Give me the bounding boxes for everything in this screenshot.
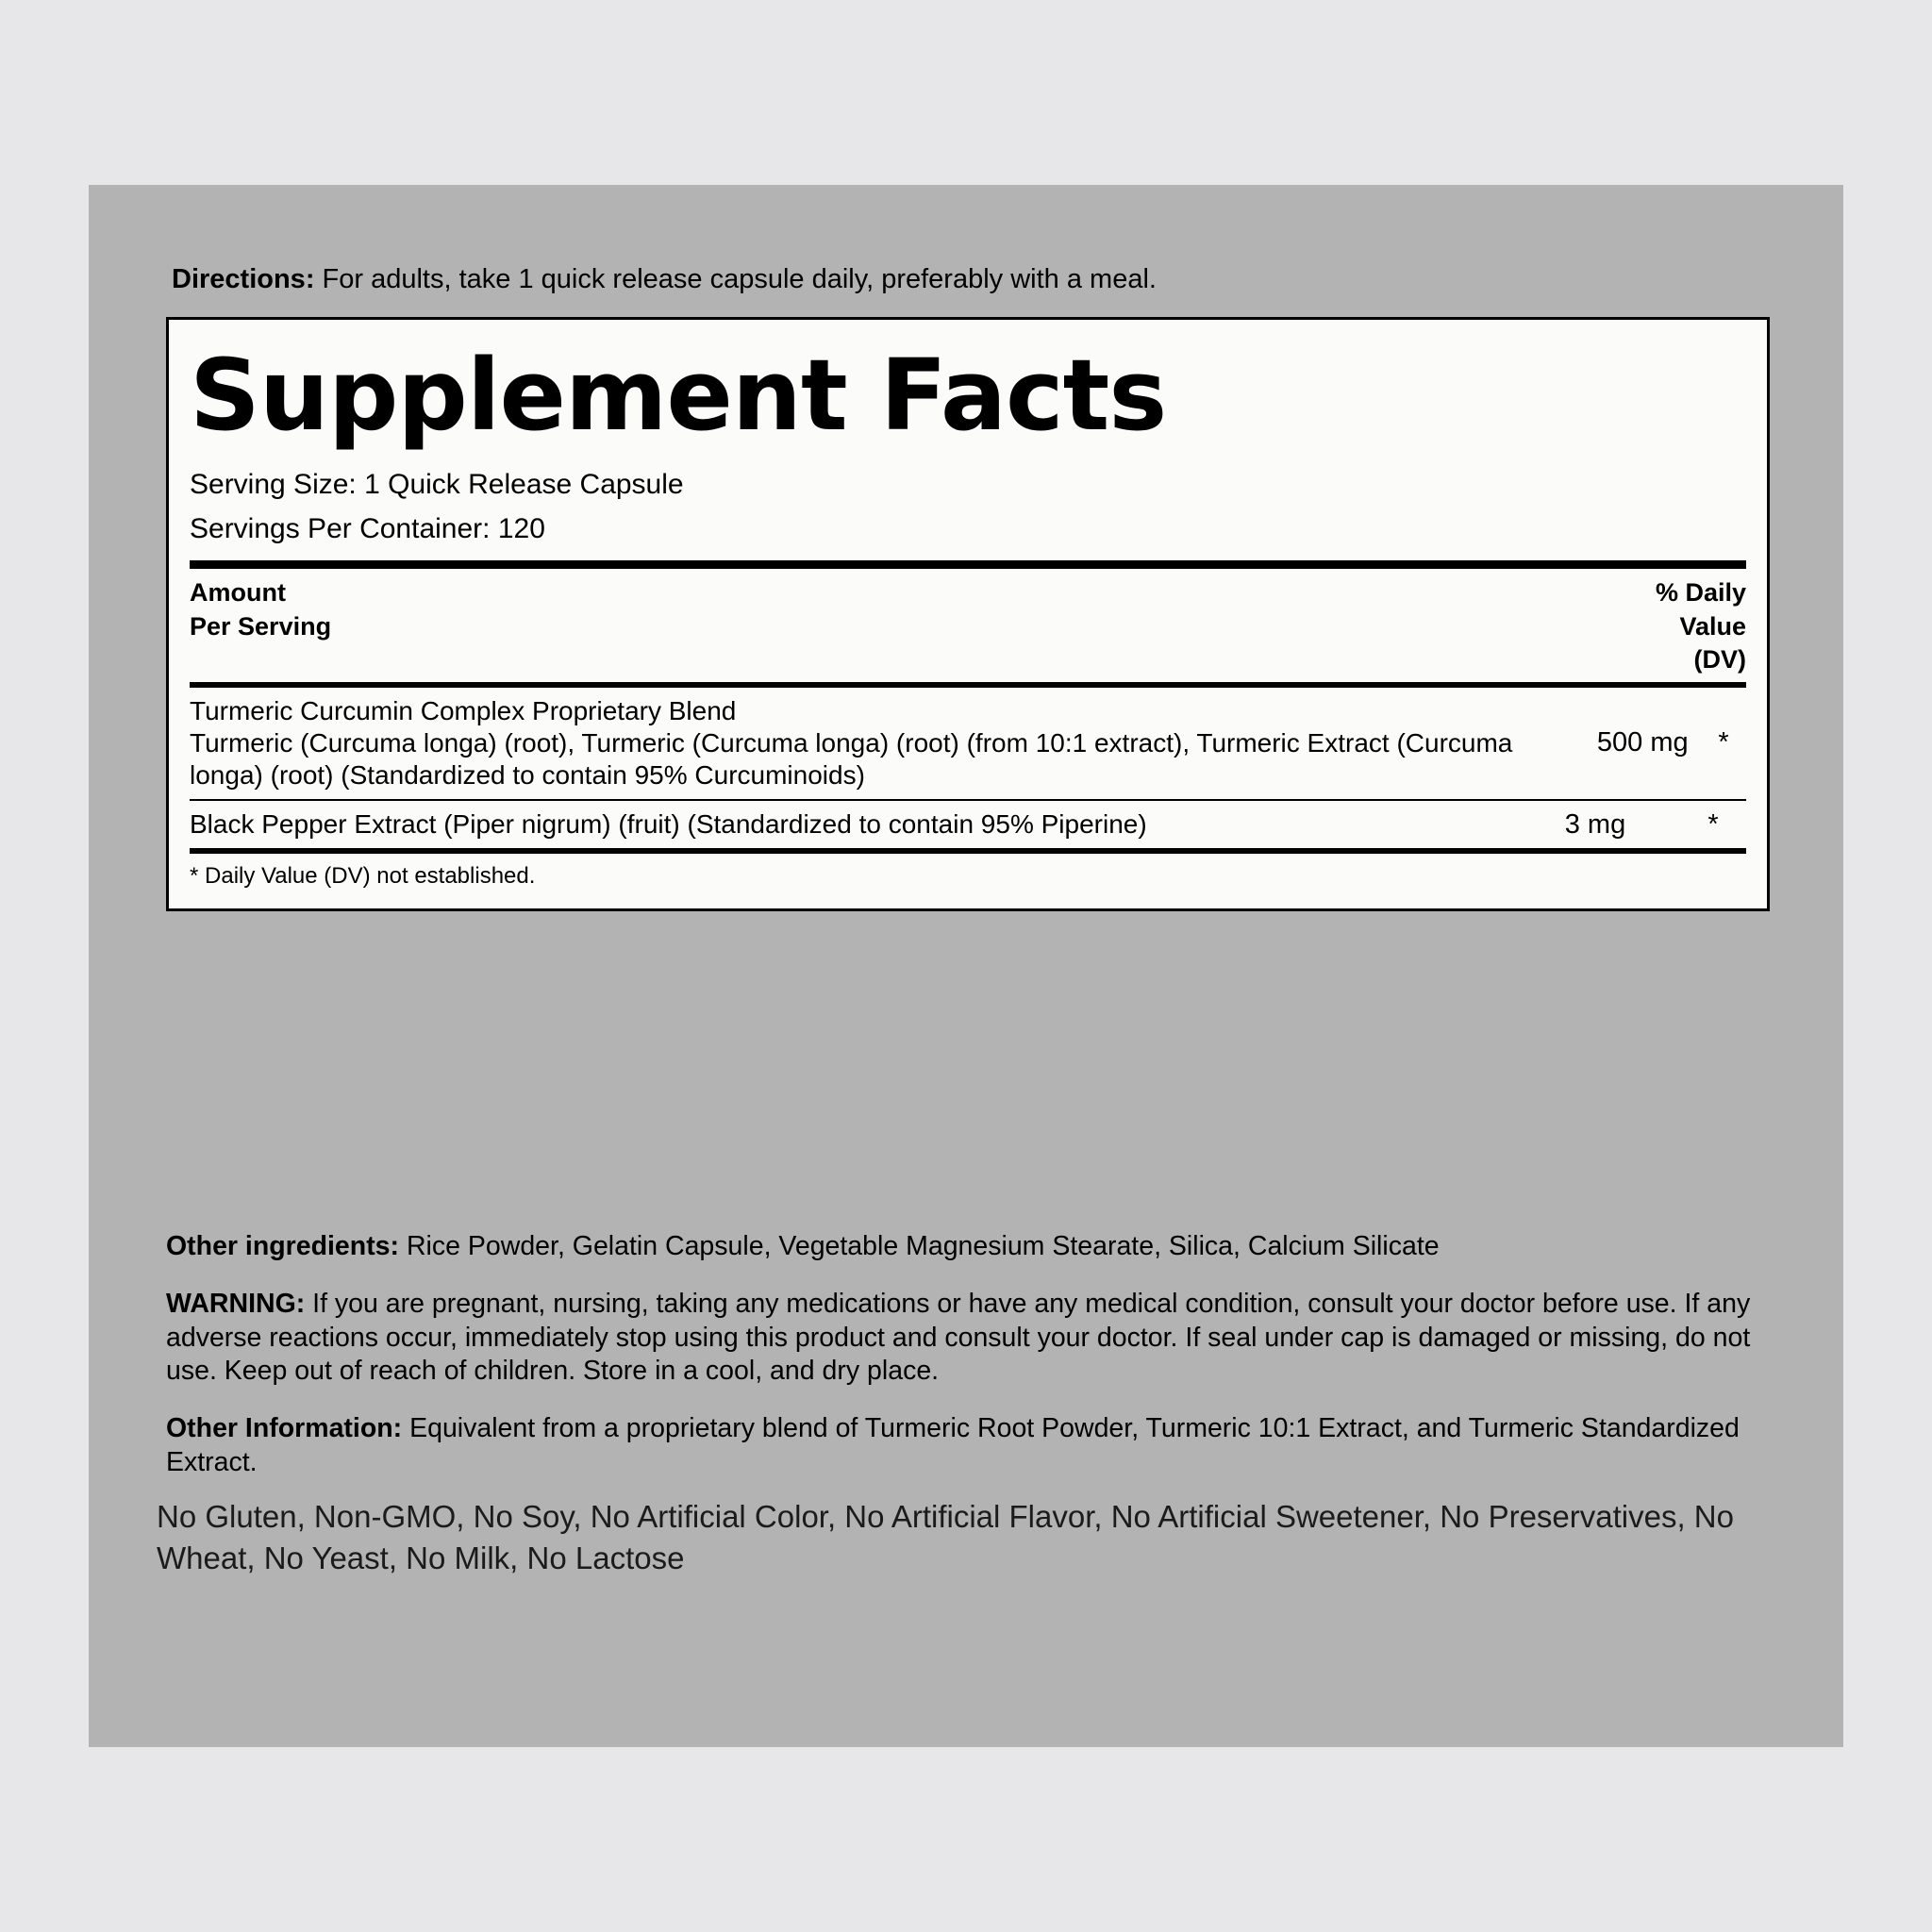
dv-header-line2: Value	[1679, 611, 1746, 641]
dv-header-line3: (DV)	[1693, 644, 1746, 674]
other-information-paragraph	[166, 1412, 1770, 1479]
other-ingredients-paragraph	[166, 1230, 1770, 1263]
ingredient-detail: Black Pepper Extract (Piper nigrum) (fruit) (Standardized to contain 95% Piperine)	[190, 809, 1147, 840]
amount-header-line1: Amount	[190, 578, 286, 608]
warning-paragraph	[166, 1288, 1770, 1388]
other-information-label: Other Information:	[166, 1413, 403, 1444]
directions-label: Directions:	[172, 264, 315, 294]
other-information-text: Equivalent from a proprietary blend of Turmeric Root Powder, Turmeric 10:1 Extract, and Turmeric Standardized Extract.	[166, 1413, 1740, 1477]
ingredient-amount: 3 mg	[1564, 808, 1626, 840]
table-row	[190, 688, 1746, 799]
table-row	[190, 801, 1746, 848]
directions-text: For adults, take 1 quick release capsule daily, preferably with a meal.	[322, 264, 1157, 294]
ingredient-amount: 500 mg	[1596, 727, 1689, 758]
label-body-text	[166, 1230, 1770, 1504]
other-ingredients-label: Other ingredients:	[166, 1231, 400, 1261]
divider-thick-top	[190, 560, 1746, 569]
warning-label: WARNING:	[166, 1289, 306, 1320]
amount-header-line2: Per Serving	[190, 611, 332, 641]
supplement-label	[89, 185, 1843, 1747]
daily-value-footnote: * Daily Value (DV) not established.	[190, 863, 536, 890]
table-header-row	[190, 569, 1746, 681]
serving-size: Serving Size: 1 Quick Release Capsule	[190, 469, 684, 501]
ingredient-description	[190, 695, 1585, 791]
amount-per-serving-header	[190, 576, 331, 642]
daily-value-header	[1656, 576, 1746, 675]
ingredient-daily-value: *	[1718, 727, 1729, 758]
ingredient-detail: Turmeric (Curcuma longa) (root), Turmeric (Curcuma longa) (root) (from 10:1 extract), Turmeric Extract (Curcuma longa) (root) (Standardized to contain 95% Curcuminoids)	[190, 727, 1513, 791]
servings-per-container: Servings Per Container: 120	[190, 512, 545, 544]
warning-text: If you are pregnant, nursing, taking any medications or have any medical condition, consult your doctor before use. If any adverse reactions occur, immediately stop using this product and consult your doctor. If seal under cap is damaged or missing, do not use. Keep out of reach of children. Store in a cool, and dry place.	[166, 1289, 1751, 1386]
supplement-facts-title: Supplement Facts	[190, 338, 1167, 453]
ingredient-daily-value: *	[1707, 808, 1719, 840]
supplement-facts-panel	[166, 317, 1770, 911]
other-ingredients-text: Rice Powder, Gelatin Capsule, Vegetable Magnesium Stearate, Silica, Calcium Silicate	[406, 1231, 1440, 1261]
ingredient-description	[190, 808, 1510, 841]
ingredient-name: Turmeric Curcumin Complex Proprietary Blend	[190, 695, 737, 725]
free-from-claims: No Gluten, Non-GMO, No Soy, No Artificial Color, No Artificial Flavor, No Artificial Sweetener, No Preservatives, No Wheat, No Yeast, No Milk, No Lactose	[157, 1499, 1734, 1575]
dv-header-line1: % Daily	[1655, 578, 1746, 608]
directions-line	[172, 262, 1806, 296]
